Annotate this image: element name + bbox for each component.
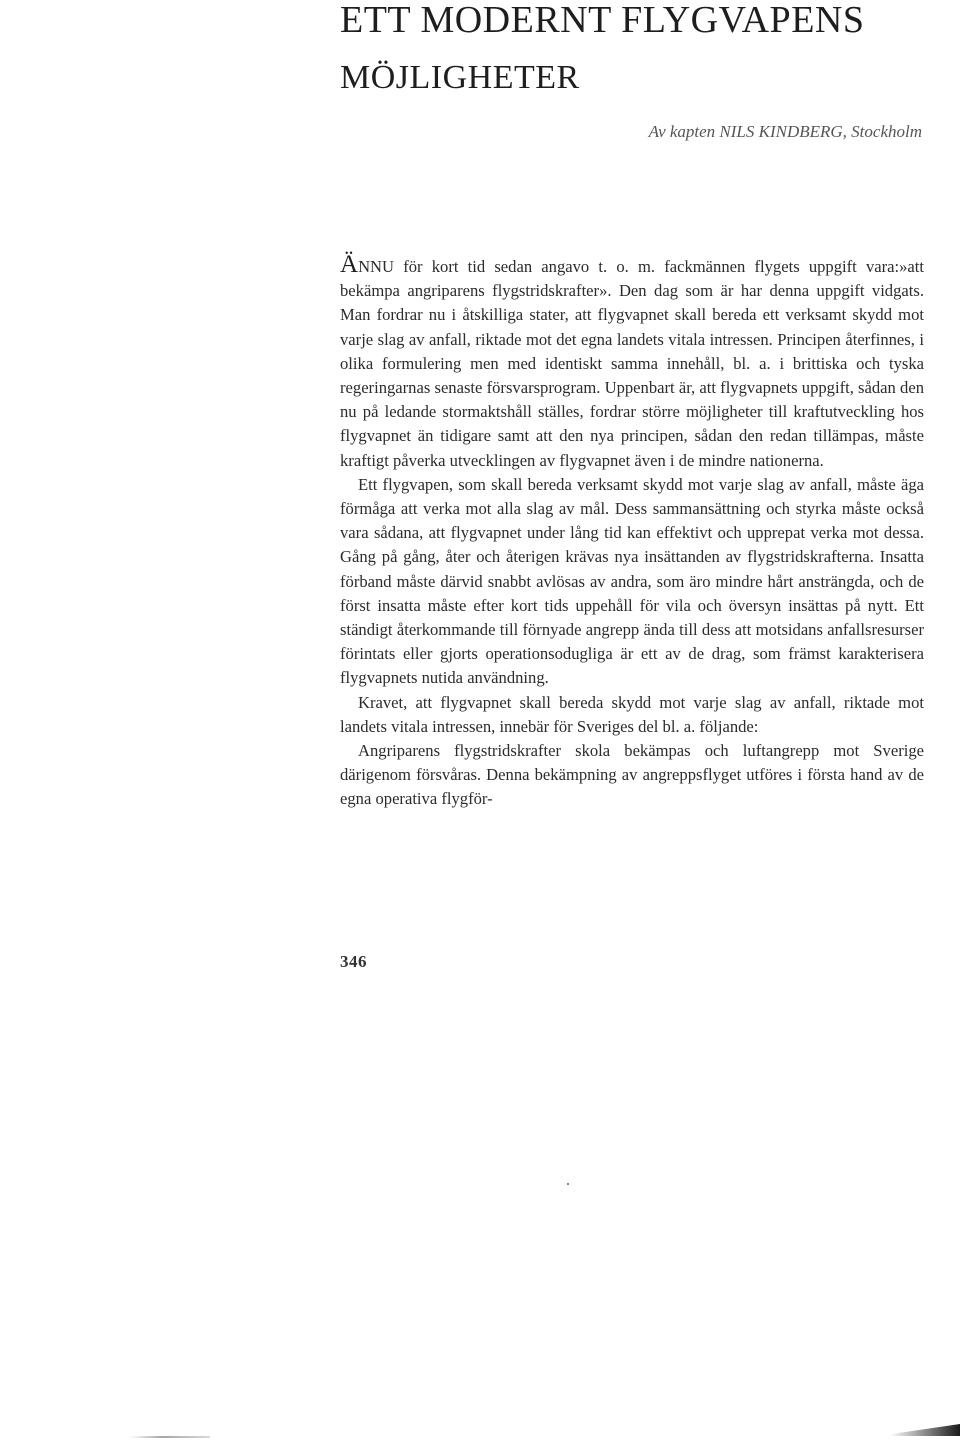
article-title-line-1: ETT MODERNT FLYGVAPENS (340, 0, 865, 41)
paragraph-1 (340, 251, 924, 473)
article-title-line-2: MÖJLIGHETER (340, 59, 580, 96)
author-byline: Av kapten NILS KINDBERG, Stockholm (648, 122, 922, 141)
paragraph-3: Kravet, att flygvapnet skall bereda skydd mot varje slag av anfall, riktade mot landets vitala intressen, innebär för Sveriges del bl. a. följande: (340, 692, 924, 736)
scan-artifact-right (890, 1424, 960, 1436)
scan-artifact-left (130, 1436, 210, 1438)
paragraph-1-text: NNU för kort tid sedan angavo t. o. m. fackmännen flygets uppgift vara:»att bekämpa angriparens flygstridskrafter». Den dag som är har denna uppgift vidgats. Man fordrar nu i åtskilliga stater, att flygvapnet skall bereda ett verksamt skydd mot varje slag av anfall, riktade mot det egna landets vitala intressen. Principen återfinnes, i olika formulering men med identiskt samma innehåll, bl. a. i brittiska och tyska regeringarnas senaste försvarsprogram. Uppenbart är, att flygvapnets uppgift, sådan den nu på ledande stormaktshåll ställes, fordrar större möjligheter till kraftutveckling hos flygvapnet än tidigare samt att den nya principen, sådan den redan tillämpas, måste kraftigt påverka utvecklingen av flygvapnet även i de mindre nationerna. (340, 257, 924, 470)
page-number: 346 (340, 952, 367, 971)
paragraph-4: Angriparens flygstridskrafter skola bekämpas och luftangrepp mot Sverige därigenom försvåras. Denna bekämpning av angreppsflyget utföres i första hand av de egna operativa flygför- (340, 741, 924, 809)
drop-cap: Ä (340, 251, 359, 278)
article-body (340, 251, 924, 812)
scan-speck (567, 1183, 569, 1185)
paragraph-2: Ett flygvapen, som skall bereda verksamt skydd mot varje slag av anfall, måste äga förmåga att verka mot alla slag av mål. Dess sammansättning och styrka måste också vara sådana, att flygvapnet under lång tid kan effektivt och upprepat verka mot dessa. Gång på gång, åter och återigen krävas nya insättanden av flygstridskrafterna. Insatta förband måste därvid snabbt avlösas av andra, som äro mindre hårt ansträngda, och de först insatta måste efter kort tids uppehåll för vila och översyn insättas på nytt. Ett ständigt återkommande till förnyade angrepp ända till dess att motsidans anfallsresurser förintats eller gjorts operationsodugliga är ett av de drag, som främst karakterisera flygvapnets nutida användning. (340, 474, 924, 688)
